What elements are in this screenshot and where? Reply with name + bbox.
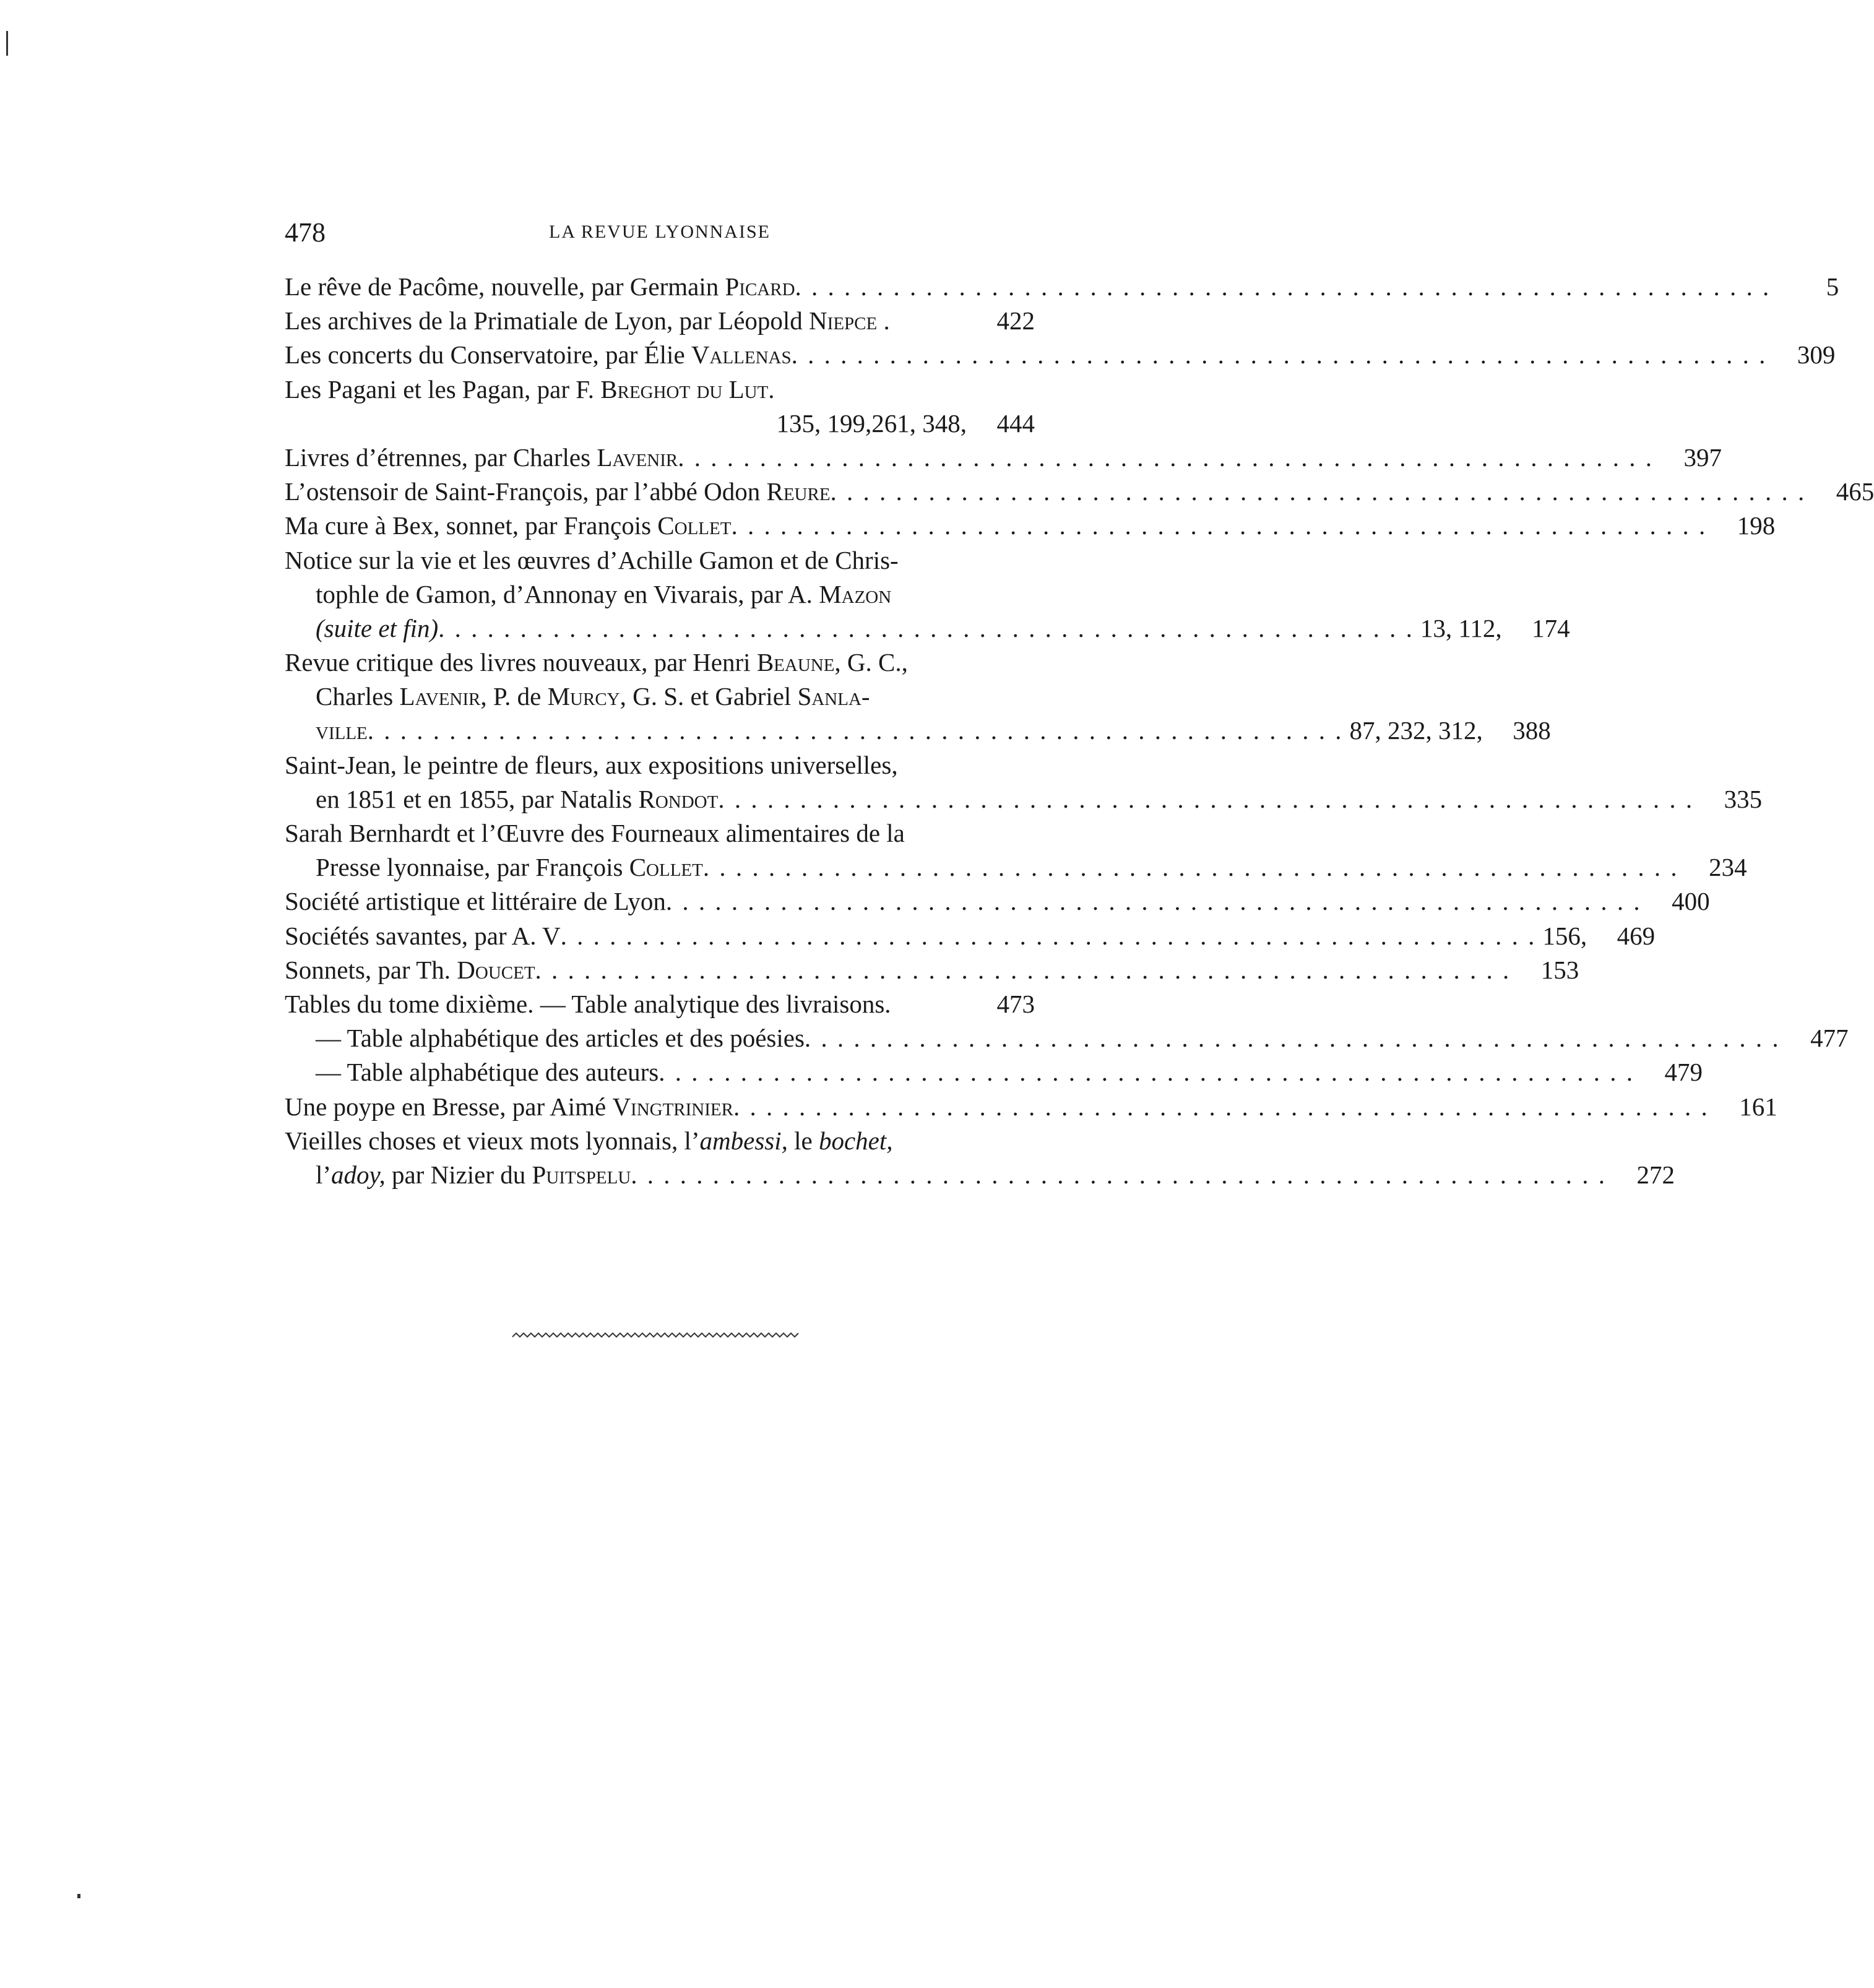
entry-text: Notice sur la vie et les œuvres d’Achille Gamon et de Chris- xyxy=(285,545,899,574)
dot-leader xyxy=(438,612,1414,646)
author-name: Murcy xyxy=(547,682,620,711)
entry-title xyxy=(285,577,891,612)
entry-title xyxy=(285,748,898,782)
entry-title xyxy=(285,373,775,407)
entry-text: , G. C., xyxy=(834,648,908,677)
entry-title xyxy=(285,953,535,987)
entry-title xyxy=(285,1090,733,1124)
entry-text: par Nizier du xyxy=(385,1160,532,1189)
toc-entry xyxy=(285,304,1035,338)
toc-entry xyxy=(285,782,1763,816)
author-name: Breghot du Lut xyxy=(600,374,769,404)
entry-page-number: 161 xyxy=(1739,1092,1777,1121)
author-name: Lavenir xyxy=(399,682,481,711)
entry-text: Livres d’étrennes, par Charles xyxy=(285,443,597,472)
toc-entry xyxy=(285,543,1035,577)
toc-entry xyxy=(285,953,1579,987)
dot-leader xyxy=(561,919,1537,953)
toc-entry xyxy=(285,850,1747,884)
author-name: Sanla- xyxy=(797,682,870,711)
author-name: Doucet xyxy=(457,955,535,984)
dot-leader xyxy=(795,270,1771,304)
entry-page-number: 422 xyxy=(996,306,1035,335)
dot-leader xyxy=(805,1021,1781,1055)
entry-text: Sarah Bernhardt et l’Œuvre des Fourneaux alimentaires de la xyxy=(285,819,905,847)
entry-title xyxy=(285,987,891,1021)
entry-title xyxy=(285,1158,631,1192)
entry-page-number: 198 xyxy=(1737,511,1776,540)
additional-pages: 13, 112, xyxy=(1420,613,1502,642)
author-name: Reure xyxy=(766,477,831,506)
entry-title xyxy=(285,884,666,918)
dot-leader xyxy=(733,1090,1709,1124)
entry-title xyxy=(285,612,438,646)
entry-text: — Table alphabétique des auteurs xyxy=(316,1058,659,1087)
toc-entry xyxy=(285,270,1839,304)
entry-title xyxy=(285,270,795,304)
entry-text: (suite et fin) xyxy=(316,613,439,642)
entry-title xyxy=(285,646,908,680)
entry-title xyxy=(285,714,368,748)
entry-page-number: 388 xyxy=(1513,716,1551,745)
entry-text: Saint-Jean, le peintre de fleurs, aux expositions universelles, xyxy=(285,750,898,779)
entry-page-number: 5 xyxy=(1826,272,1839,301)
toc-entry xyxy=(285,475,1874,509)
entry-page-number: 477 xyxy=(1810,1024,1849,1053)
entry-title xyxy=(285,509,731,543)
entry-text: adoy, xyxy=(331,1160,386,1189)
toc-entry xyxy=(285,612,1570,646)
toc-entry xyxy=(285,373,1035,407)
entry-text: Revue critique des livres nouveaux, par Henri xyxy=(285,648,757,677)
page-header xyxy=(285,217,1035,254)
entry-text: Les archives de la Primatiale de Lyon, par Léopold xyxy=(285,306,810,335)
entry-text: Presse lyonnaise, par François xyxy=(316,853,629,882)
entry-text: Société artistique et littéraire de Lyon xyxy=(285,887,666,916)
entry-page-number: 335 xyxy=(1724,784,1763,813)
table-of-contents xyxy=(285,270,1874,1192)
author-name: Collet xyxy=(629,853,703,882)
entry-text: Les concerts du Conservatoire, par Élie xyxy=(285,340,691,370)
dot-leader xyxy=(718,782,1694,816)
entry-page-number: 469 xyxy=(1617,921,1656,950)
entry-title xyxy=(285,1055,658,1089)
entry-title xyxy=(285,919,561,953)
dot-leader xyxy=(792,338,1768,372)
entry-text: — Table alphabétique des articles et des poésies xyxy=(316,1024,805,1053)
entry-title xyxy=(285,1124,893,1158)
author-name: Picard xyxy=(725,272,795,301)
entry-title xyxy=(285,543,899,577)
entry-text: Le rêve de Pacôme, nouvelle, par Germain xyxy=(285,272,725,301)
entry-text: Ma cure à Bex, sonnet, par François xyxy=(285,511,658,540)
entry-text: Les Pagani et les Pagan, par F. xyxy=(285,374,601,404)
author-name: Collet xyxy=(657,511,732,540)
entry-text: ambessi, xyxy=(699,1126,788,1155)
margin-mark xyxy=(6,31,8,56)
entry-text: l’ xyxy=(316,1160,332,1189)
additional-pages: 135, 199,261, 348, xyxy=(776,408,967,438)
dot-leader xyxy=(368,714,1344,748)
entry-page-number: 234 xyxy=(1709,853,1747,882)
toc-entry xyxy=(285,407,1035,441)
entry-text: Charles xyxy=(316,682,400,711)
entry-title xyxy=(285,680,870,714)
entry-text: Sonnets, par Th. xyxy=(285,955,457,984)
entry-text: L’ostensoir de Saint-François, par l’abbé Odon xyxy=(285,477,767,506)
toc-entry xyxy=(285,1124,1035,1158)
toc-entry xyxy=(285,646,1035,680)
entry-text: Tables du tome dixième. — Table analytique des livraisons. xyxy=(285,989,891,1018)
entry-text: en 1851 et en 1855, par Natalis xyxy=(316,784,639,813)
toc-entry xyxy=(285,509,1776,543)
entry-page-number: 444 xyxy=(996,408,1035,438)
author-name: Puitspelu xyxy=(532,1160,631,1189)
entry-page-number: 479 xyxy=(1664,1058,1703,1087)
author-name: Vallenas xyxy=(691,340,792,370)
entry-text: tophle de Gamon, d’Annonay en Vivarais, par A. xyxy=(316,579,819,608)
entry-page-number: 397 xyxy=(1683,443,1722,472)
additional-pages: 87, 232, 312, xyxy=(1349,716,1483,745)
entry-title xyxy=(285,816,905,850)
author-name: Niepce xyxy=(809,306,878,335)
toc-entry xyxy=(285,714,1551,748)
author-name: Beaune xyxy=(756,648,835,677)
dot-leader xyxy=(831,475,1807,509)
entry-page-number: 400 xyxy=(1672,887,1710,916)
page-number: 478 xyxy=(285,217,326,248)
toc-entry xyxy=(285,338,1836,372)
entry-title xyxy=(285,1021,805,1055)
toc-entry xyxy=(285,680,1035,714)
entry-title xyxy=(285,441,678,475)
author-name: Mazon xyxy=(819,579,892,608)
entry-page-number: 272 xyxy=(1636,1160,1675,1189)
toc-entry xyxy=(285,987,1035,1021)
toc-entry xyxy=(285,1021,1849,1055)
dot-leader xyxy=(658,1055,1634,1089)
entry-page-number: 465 xyxy=(1836,477,1874,506)
entry-text: Sociétés savantes, par A. V xyxy=(285,921,561,950)
toc-entry xyxy=(285,919,1656,953)
entry-text: Une poype en Bresse, par Aimé xyxy=(285,1092,613,1121)
toc-entry xyxy=(285,1090,1777,1124)
toc-entry xyxy=(285,441,1722,475)
entry-title xyxy=(285,304,890,338)
margin-mark xyxy=(77,1894,80,1898)
entry-title xyxy=(285,782,718,816)
entry-text: , G. S. et Gabriel xyxy=(620,682,798,711)
entry-page-number: 174 xyxy=(1532,613,1570,642)
author-name: Vingtrinier xyxy=(612,1092,733,1121)
dot-leader xyxy=(703,850,1679,884)
dot-leader xyxy=(631,1158,1607,1192)
entry-text: le xyxy=(787,1126,819,1155)
entry-text: bochet, xyxy=(818,1126,893,1155)
ornamental-rule xyxy=(512,1331,800,1339)
author-name: Rondot xyxy=(638,784,719,813)
entry-text: . xyxy=(877,306,890,335)
entry-title xyxy=(285,338,792,372)
entry-page-number: 153 xyxy=(1540,955,1579,984)
running-title: LA REVUE LYONNAISE xyxy=(549,222,771,242)
toc-entry xyxy=(285,884,1710,918)
entry-title xyxy=(285,850,703,884)
entry-page-number: 473 xyxy=(996,989,1035,1018)
dot-leader xyxy=(666,884,1642,918)
entry-title xyxy=(285,475,831,509)
entry-text: , P. de xyxy=(480,682,548,711)
dot-leader xyxy=(678,441,1654,475)
toc-entry xyxy=(285,816,1035,850)
additional-pages: 156, xyxy=(1542,921,1587,950)
entry-page-number: 309 xyxy=(1797,340,1836,370)
toc-entry xyxy=(285,1055,1703,1089)
author-name: ville xyxy=(316,716,368,745)
dot-leader xyxy=(535,953,1511,987)
toc-entry xyxy=(285,748,1035,782)
toc-entry xyxy=(285,1158,1675,1192)
entry-text: Vieilles choses et vieux mots lyonnais, l’ xyxy=(285,1126,700,1155)
author-name: Lavenir xyxy=(597,443,678,472)
dot-leader xyxy=(731,509,1707,543)
entry-text: . xyxy=(768,374,775,404)
toc-entry xyxy=(285,577,1035,612)
